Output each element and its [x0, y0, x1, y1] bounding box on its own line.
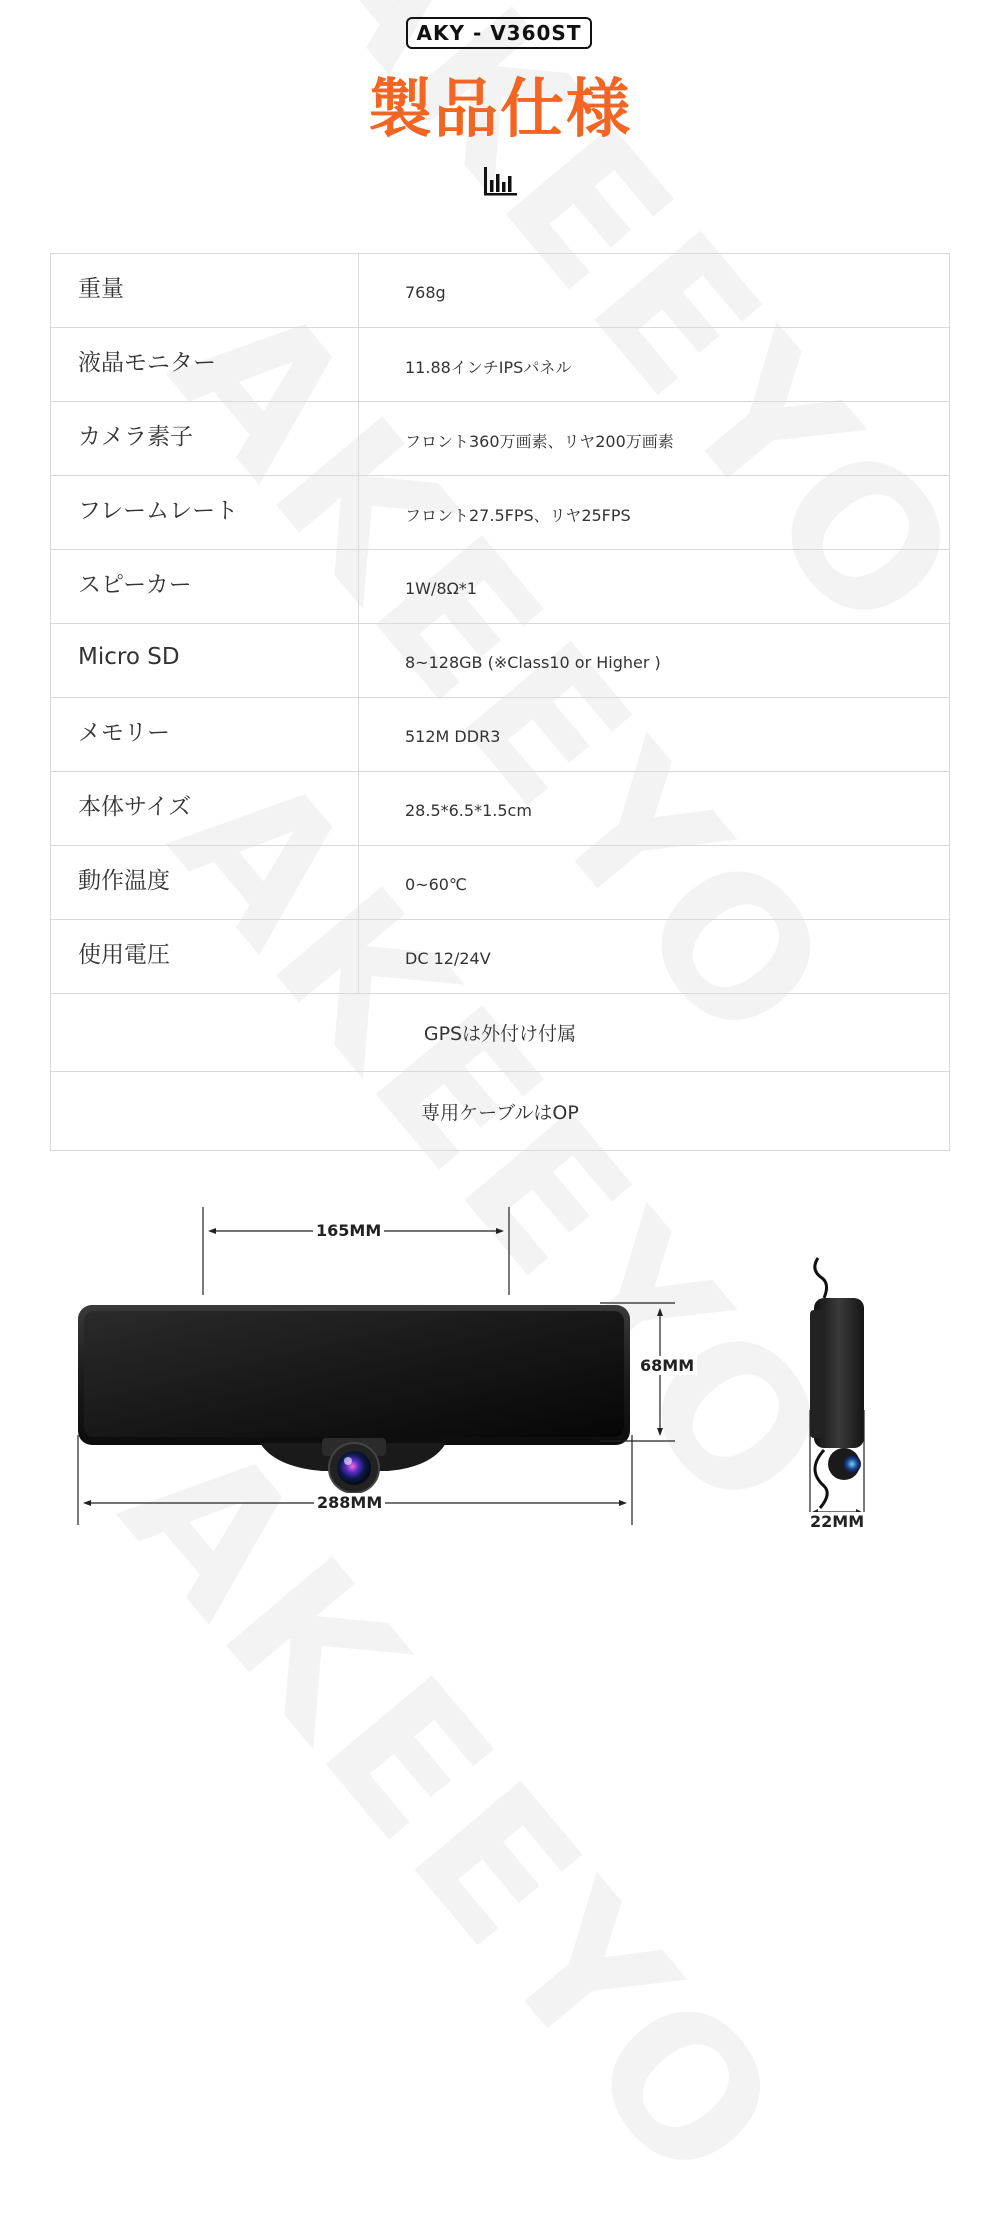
- spec-label: 重量: [51, 254, 359, 327]
- bar-chart-icon: [482, 162, 518, 198]
- note-gps: GPSは外付け付属: [51, 994, 949, 1072]
- arrowhead: [208, 1228, 216, 1234]
- arrowhead: [619, 1500, 627, 1506]
- note-cable: 専用ケーブルはOP: [421, 1101, 579, 1124]
- spec-label: フレームレート: [51, 476, 359, 549]
- spec-value: 11.88インチIPSパネル: [405, 358, 572, 377]
- spec-value: 8~128GB (※Class10 or Higher ): [405, 653, 661, 672]
- lens-highlight: [344, 1457, 352, 1465]
- spec-row-sensor: [51, 402, 949, 476]
- spec-row-speaker: [51, 550, 949, 624]
- spec-table: [50, 253, 950, 1151]
- spec-value: 1W/8Ω*1: [405, 579, 477, 598]
- spec-label: Micro SD: [51, 624, 359, 697]
- spec-row-framerate: [51, 476, 949, 550]
- spec-label: メモリー: [51, 698, 359, 771]
- dim-label-top-width: 165MM: [313, 1221, 384, 1240]
- mirror-screen: [84, 1311, 624, 1437]
- arrowhead: [657, 1428, 663, 1436]
- dim-label-depth: 22MM: [807, 1512, 867, 1531]
- arrowhead: [657, 1308, 663, 1316]
- spec-label: スピーカー: [51, 550, 359, 623]
- camera-lens: [337, 1451, 371, 1485]
- spec-label: 本体サイズ: [51, 772, 359, 845]
- arrowhead: [496, 1228, 504, 1234]
- spec-value: DC 12/24V: [405, 949, 491, 968]
- dim-label-height: 68MM: [637, 1356, 697, 1375]
- strap-hook-bottom: [815, 1450, 827, 1508]
- dim-label-total-width: 288MM: [314, 1493, 385, 1512]
- spec-value: 28.5*6.5*1.5cm: [405, 801, 532, 820]
- spec-row-lcd: [51, 328, 949, 402]
- spec-row-microsd: [51, 624, 949, 698]
- spec-value: 512M DDR3: [405, 727, 501, 746]
- spec-value: 0~60℃: [405, 875, 467, 894]
- product-side-diagram: [780, 1250, 890, 1540]
- spec-label: 使用電圧: [51, 920, 359, 993]
- spec-row-temperature: [51, 846, 949, 920]
- strap-hook-top: [815, 1258, 827, 1298]
- arrowhead: [83, 1500, 91, 1506]
- spec-row-voltage: [51, 920, 949, 994]
- spec-row-size: [51, 772, 949, 846]
- side-camera-lens: [843, 1455, 861, 1473]
- spec-value: 768g: [405, 283, 446, 302]
- spec-label: 動作温度: [51, 846, 359, 919]
- page-title: 製品仕様: [368, 73, 632, 147]
- spec-row-memory: [51, 698, 949, 772]
- side-panel: [810, 1310, 824, 1438]
- model-badge: AKY - V360ST: [406, 17, 592, 49]
- spec-label: カメラ素子: [51, 402, 359, 475]
- product-front-diagram: [60, 1195, 720, 1540]
- spec-row-weight: [51, 254, 949, 328]
- spec-value: フロント27.5FPS、リヤ25FPS: [405, 506, 631, 525]
- spec-label: 液晶モニター: [51, 328, 359, 401]
- spec-value: フロント360万画素、リヤ200万画素: [405, 432, 674, 451]
